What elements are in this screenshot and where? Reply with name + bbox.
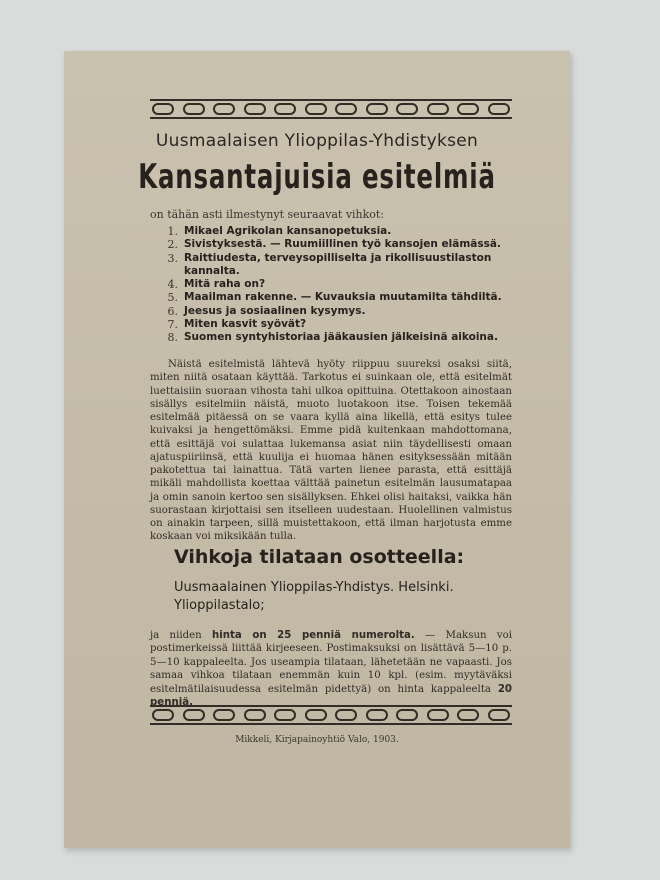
list-item: 2. Sivistyksestä. — Ruumiillinen työ kansojen elämässä.: [167, 238, 501, 252]
list-item: 3. Raittiudesta, terveysopilliselta ja rikollisuustilaston kannalta.: [167, 251, 492, 277]
body-paragraph: Näistä esitelmistä lähtevä hyöty riippuu suureksi osaksi siitä, miten niitä osataan käyttää. Tarkotus ei suinkaan ole, että esitelmät luettaisiin suoraan vihosta tahi ulkoa opittuina. Otettakoon ainostaan sisällys esitelmiin näistä, muoto luotakoon itse. Toisen tekemää esitelmää pitäessä on se vaara kyllä aina likellä, että esitys tulee kuivaksi ja hengettömäksi. Emme pidä kuitenkaan mahdottomana, että esittäjä voi sulattaa lukemansa asiat niin täydellisesti omaan ajatuspiiriinsä, että kuulija ei huomaa hänen esityksessään mitään pakotettua tai lainattua. Tätä varten lienee parasta, että esittäjä mikäli mahdollista koettaa välttää painetun esitelmän lausumatapaa ja omin sanoin kertoo sen sisällyksen. Ehkei olisi haitaksi, vaikka hän suorastaan kirjottaisi sen itselleen uudestaan. Huolellinen valmistus on ainakin tarpeen, sillä muistettakoon, että ilman harjotusta emme koskaan voi miksikään tulla.: [150, 359, 512, 543]
list-item: 8. Suomen syntyhistoriaa jääkausien jälkeisinä aikoina.: [167, 331, 498, 345]
bottom-ornament-border: [150, 705, 512, 725]
list-item: 4. Mitä raha on?: [167, 278, 266, 292]
list-item: 7. Miten kasvit syövät?: [167, 318, 307, 332]
list-item: 5. Maailman rakenne. — Kuvauksia muutamilta tähdiltä.: [167, 291, 502, 305]
paper-sheet: [64, 51, 570, 848]
price-highlight-2: 20 penniä.: [150, 683, 512, 709]
top-ornament-border: [150, 99, 512, 119]
price-highlight: hinta on 25 penniä numerolta.: [212, 630, 415, 641]
list-item: 1. Mikael Agrikolan kansanopetuksia.: [167, 225, 392, 238]
order-address: Uusmaalainen Ylioppilas-Yhdistys. Helsinki. Ylioppilastalo;: [174, 580, 454, 613]
page-title: Kansantajuisia esitelmiä: [138, 157, 496, 197]
intro-text: on tähän asti ilmestynyt seuraavat vihkot:: [150, 208, 385, 221]
booklet-list: [150, 225, 512, 345]
order-heading: Vihkoja tilataan osotteella:: [174, 546, 465, 568]
organization-line: Uusmaalaisen Ylioppilas-Yhdistyksen: [155, 131, 479, 151]
list-item: 6. Jeesus ja sosiaalinen kysymys.: [167, 304, 366, 318]
printer-imprint: Mikkeli, Kirjapainoyhtiö Valo, 1903.: [235, 735, 399, 745]
price-paragraph: ja niiden hinta on 25 penniä numerolta. — Maksun voi postimerkeissä liittää kirjeeseen. Postimaksuksi on lisättävä 5—10 p. 5—10 kappaleelta. Jos useampia tilataan, lähetetään ne vapaasti. Jos samaa vihkoa tilataan enemmän kuin 10 kpl. (esim. myytäväksi esitelmätilaisuudessa esitelmän pidettyä) on hinta kappaleelta 20 penniä.: [150, 630, 512, 709]
